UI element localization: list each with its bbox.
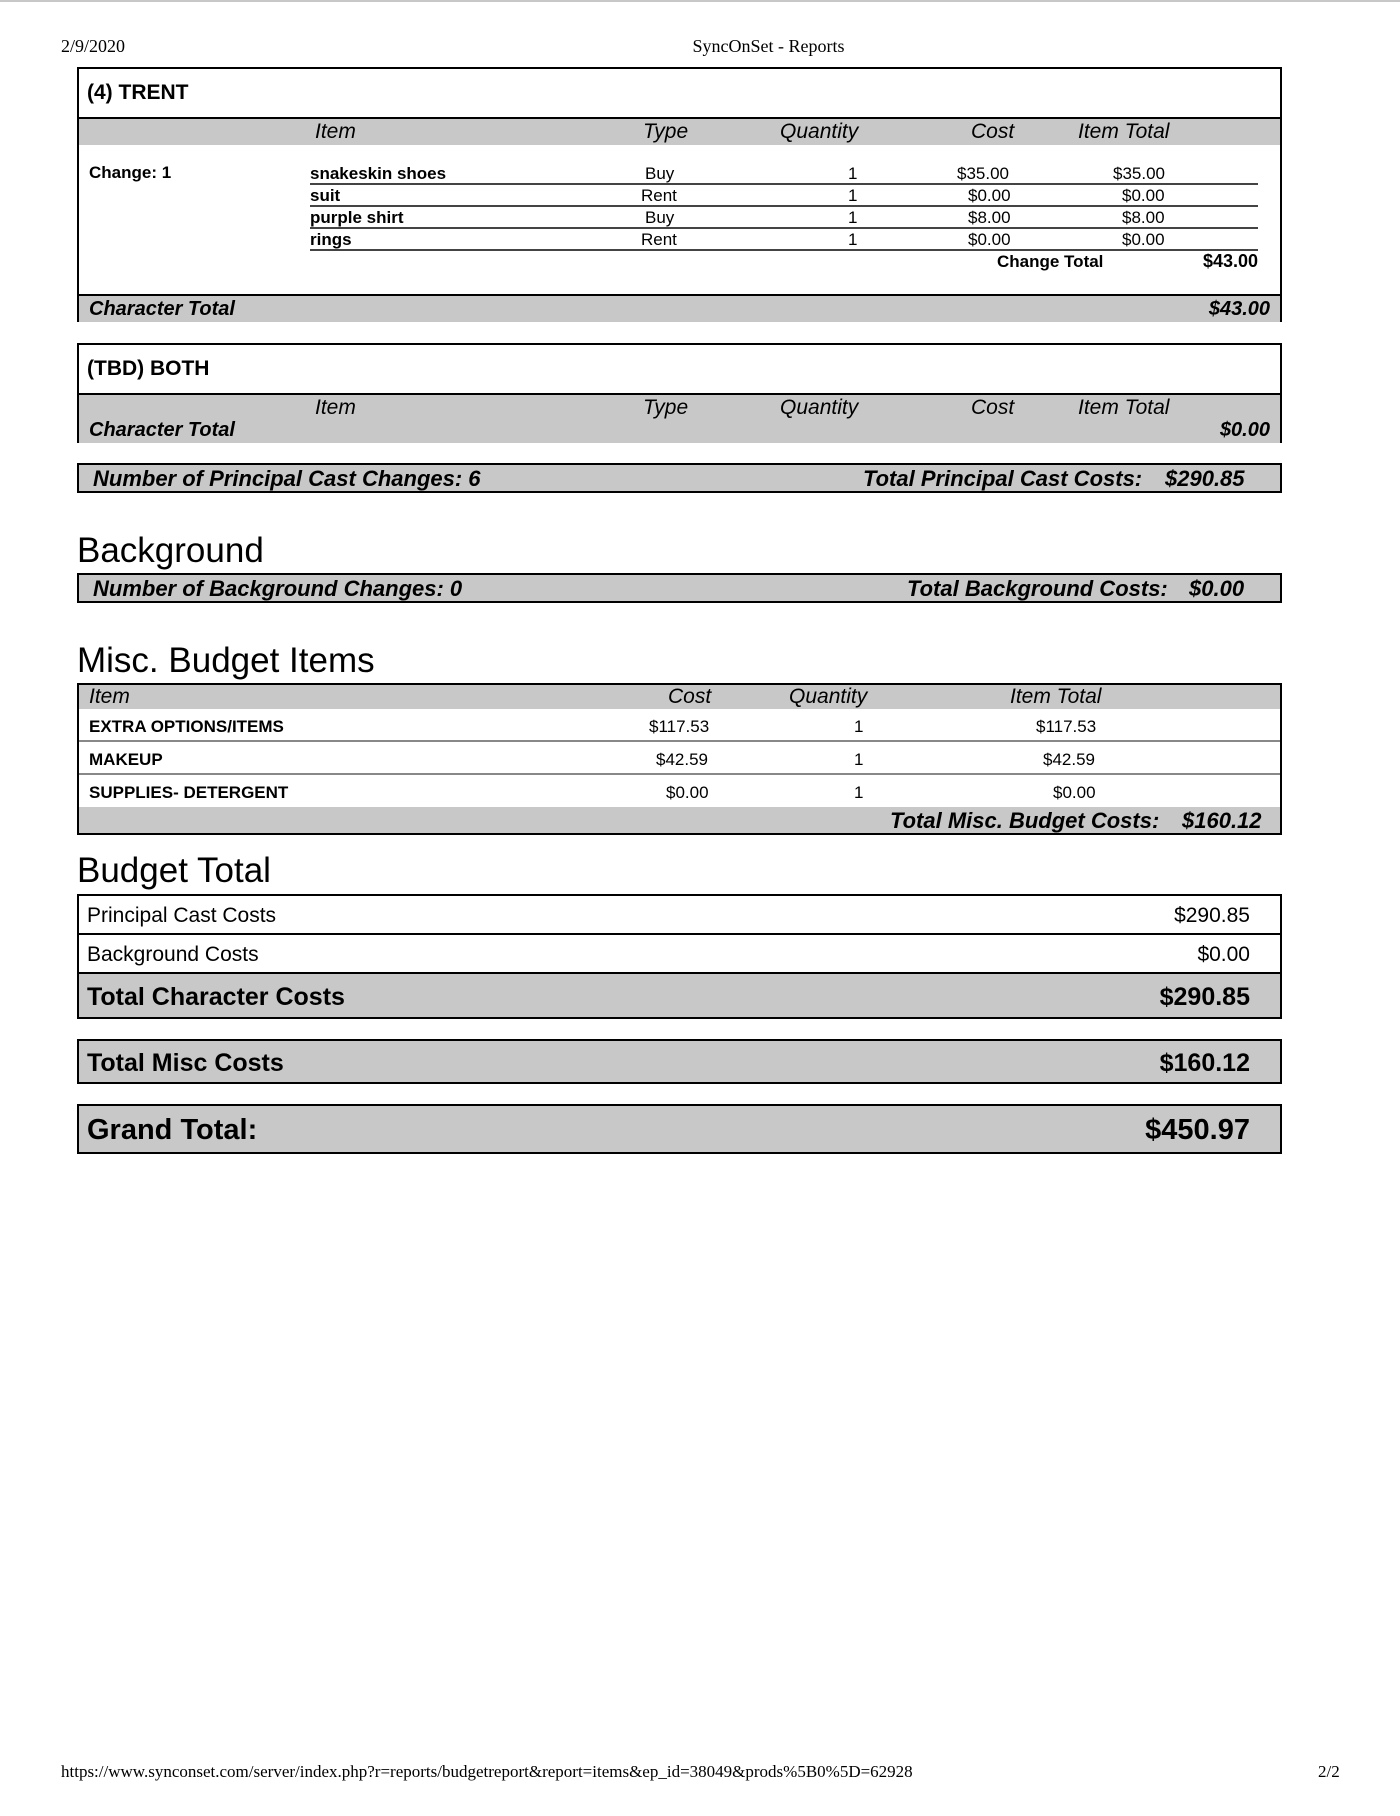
background-costs-label: Background Costs [87, 943, 259, 966]
grand-total-row [77, 1104, 1282, 1154]
change-total-label: Change Total [997, 252, 1104, 271]
character-total-label: Character Total [89, 419, 235, 441]
total-misc-costs-value: $160.12 [1159, 1049, 1250, 1077]
item-cost: $0.00 [968, 230, 1011, 249]
item-name: suit [310, 186, 341, 205]
table-row [79, 742, 1280, 775]
character-name: (4) TRENT [79, 69, 1280, 119]
misc-total-label: Total Misc. Budget Costs: [890, 808, 1160, 833]
list-item [310, 163, 1258, 185]
col-item-total: Item Total [1078, 396, 1170, 419]
col-item-total: Item Total [1010, 685, 1102, 708]
misc-item-qty: 1 [854, 717, 864, 736]
background-costs-value: $0.00 [1189, 576, 1245, 601]
col-item-total: Item Total [1078, 120, 1170, 143]
character-total-value: $43.00 [1208, 298, 1270, 320]
item-cost: $0.00 [968, 186, 1011, 205]
list-item [310, 229, 1258, 251]
character-total-value: $0.00 [1219, 419, 1270, 441]
item-total: $35.00 [1113, 164, 1165, 183]
misc-item-total: $42.59 [1043, 750, 1095, 769]
principal-costs-value: $290.85 [1174, 904, 1250, 927]
col-quantity: Quantity [780, 396, 859, 419]
principal-costs-row [77, 894, 1282, 935]
character-block-both [77, 343, 1282, 443]
misc-column-header [79, 685, 1280, 709]
item-type: Buy [645, 164, 675, 183]
item-type: Rent [641, 186, 677, 205]
total-character-costs-value: $290.85 [1159, 983, 1250, 1011]
item-total: $0.00 [1122, 230, 1165, 249]
background-section-title: Background [77, 531, 264, 570]
item-total: $0.00 [1122, 186, 1165, 205]
misc-item-name: EXTRA OPTIONS/ITEMS [89, 717, 284, 736]
item-name: snakeskin shoes [310, 164, 447, 183]
item-type: Buy [645, 208, 675, 227]
character-name: (TBD) BOTH [79, 345, 1280, 395]
col-item: Item [315, 120, 356, 143]
top-border-line [0, 0, 1400, 2]
col-quantity: Quantity [780, 120, 859, 143]
item-qty: 1 [848, 186, 858, 205]
background-summary [77, 573, 1282, 603]
background-costs-value: $0.00 [1197, 943, 1250, 966]
total-character-costs-label: Total Character Costs [87, 983, 345, 1011]
list-item [310, 185, 1258, 207]
principal-costs-value: $290.85 [1165, 466, 1245, 491]
col-item: Item [315, 396, 356, 419]
footer-url: https://www.synconset.com/server/index.php?r=reports/budgetreport&report=items&ep_id=38049&prods%5B0%5D=62928 [61, 1762, 913, 1781]
item-name: purple shirt [310, 208, 404, 227]
misc-total-value: $160.12 [1182, 808, 1262, 833]
list-item [310, 207, 1258, 229]
item-column-header [79, 395, 1280, 443]
character-total-label: Character Total [89, 298, 235, 320]
total-misc-costs-label: Total Misc Costs [87, 1049, 284, 1077]
page-number: 2/2 [1318, 1762, 1340, 1781]
background-costs-label: Total Background Costs: [907, 576, 1168, 601]
budget-total-title: Budget Total [77, 851, 271, 890]
principal-costs-label: Total Principal Cast Costs: [863, 466, 1143, 491]
page-title: SyncOnSet - Reports [692, 36, 845, 56]
character-block-trent [77, 67, 1282, 322]
col-cost: Cost [971, 120, 1015, 143]
misc-section-title: Misc. Budget Items [77, 641, 375, 680]
misc-item-cost: $0.00 [666, 783, 709, 802]
misc-item-name: SUPPLIES- DETERGENT [89, 783, 289, 802]
misc-budget-table [77, 683, 1282, 835]
character-total-row [79, 294, 1280, 322]
misc-item-total: $0.00 [1053, 783, 1096, 802]
principal-cast-summary [77, 463, 1282, 493]
item-qty: 1 [848, 230, 858, 249]
item-total: $8.00 [1122, 208, 1165, 227]
total-misc-costs-row [77, 1039, 1282, 1084]
background-changes-count: Number of Background Changes: 0 [93, 576, 463, 601]
col-type: Type [643, 396, 689, 419]
misc-total-row [79, 807, 1280, 833]
item-qty: 1 [848, 164, 858, 183]
misc-item-total: $117.53 [1036, 717, 1097, 736]
col-quantity: Quantity [789, 685, 868, 708]
item-cost: $35.00 [957, 164, 1009, 183]
item-type: Rent [641, 230, 677, 249]
table-row [79, 775, 1280, 806]
item-column-header [79, 119, 1280, 145]
change-label: Change: 1 [89, 163, 172, 182]
item-qty: 1 [848, 208, 858, 227]
print-date: 2/9/2020 [61, 36, 126, 56]
misc-item-qty: 1 [854, 783, 864, 802]
misc-item-name: MAKEUP [89, 750, 163, 769]
principal-costs-label: Principal Cast Costs [87, 904, 277, 927]
background-costs-row [77, 933, 1282, 974]
grand-total-label: Grand Total: [87, 1114, 258, 1146]
misc-item-cost: $42.59 [656, 750, 708, 769]
item-name: rings [310, 230, 352, 249]
grand-total-value: $450.97 [1145, 1114, 1250, 1146]
misc-item-qty: 1 [854, 750, 864, 769]
principal-changes-count: Number of Principal Cast Changes: 6 [93, 466, 481, 491]
misc-item-cost: $117.53 [649, 717, 710, 736]
col-cost: Cost [668, 685, 712, 708]
col-type: Type [643, 120, 689, 143]
total-character-costs-row [77, 972, 1282, 1019]
item-cost: $8.00 [968, 208, 1011, 227]
change-total-value: $43.00 [1203, 251, 1259, 271]
col-item: Item [89, 685, 130, 708]
col-cost: Cost [971, 396, 1015, 419]
table-row [79, 709, 1280, 742]
